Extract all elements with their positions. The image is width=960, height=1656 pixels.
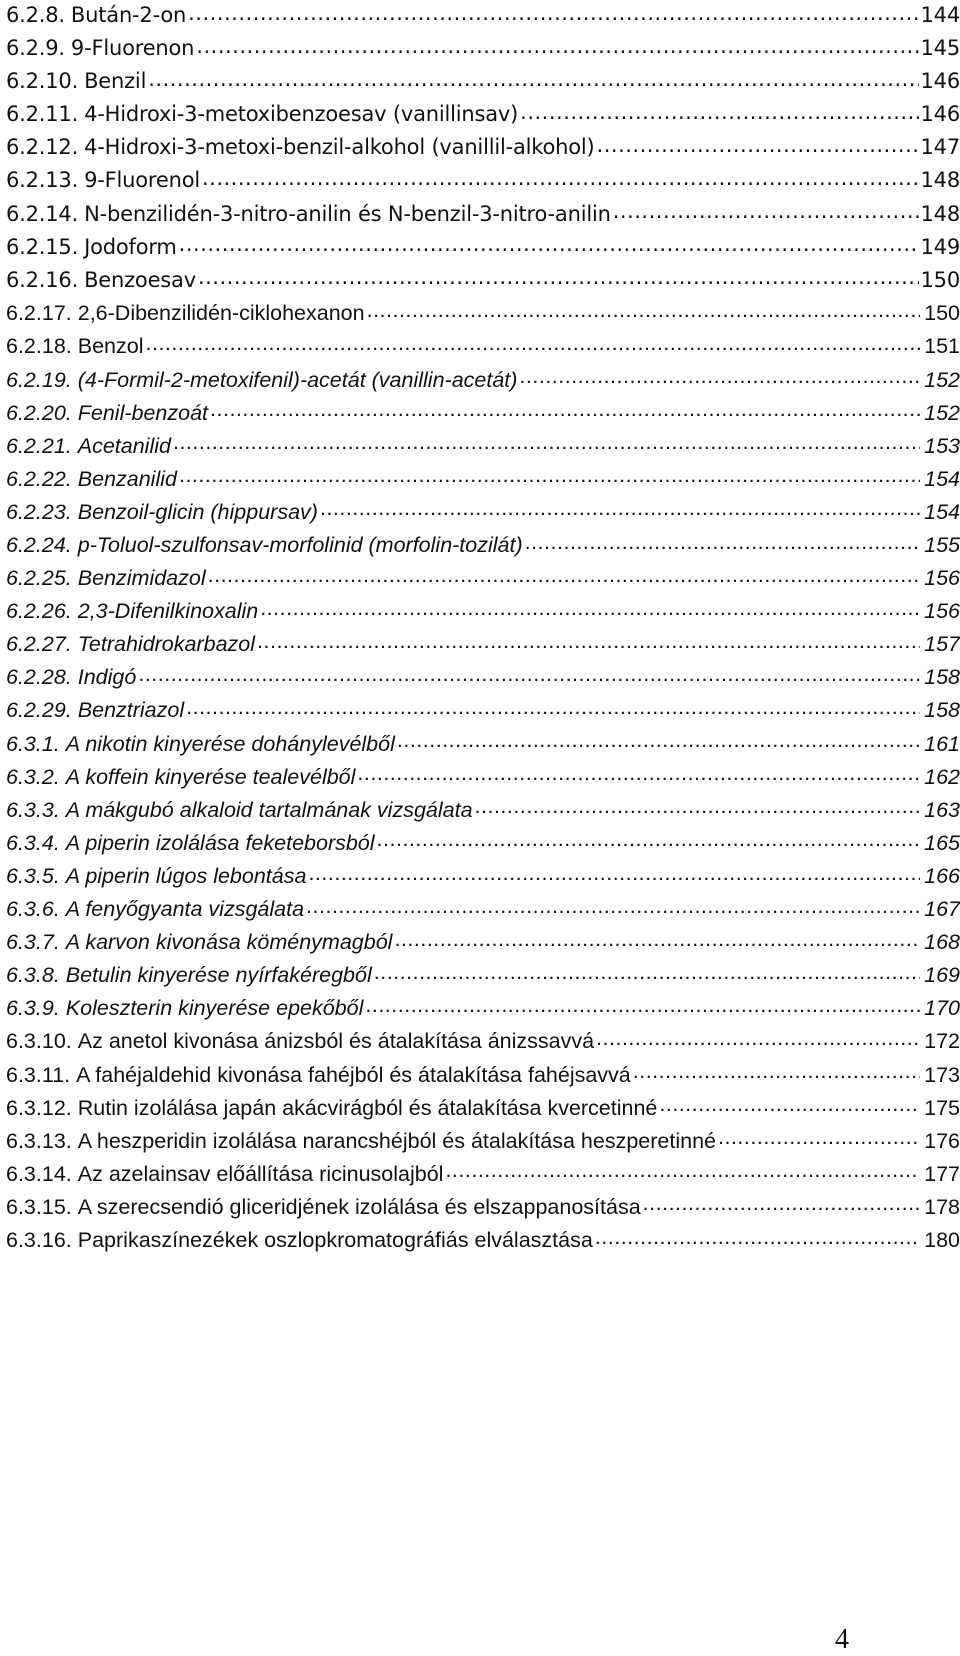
- toc-entry-number: 6.2.18.: [6, 334, 72, 359]
- toc-entry-number: 6.2.17.: [6, 301, 72, 326]
- toc-entry-number: 6.2.29.: [6, 698, 72, 723]
- toc-dot-leader: [374, 961, 920, 983]
- toc-entry-page: 161: [924, 731, 960, 756]
- toc-dot-leader: [394, 928, 920, 950]
- toc-entry[interactable]: [6, 729, 960, 762]
- toc-entry-title: Bután-2-on: [70, 3, 187, 27]
- toc-entry[interactable]: [6, 762, 960, 795]
- toc-entry[interactable]: [6, 464, 960, 497]
- toc-entry[interactable]: [6, 299, 960, 332]
- toc-entry[interactable]: [6, 1126, 960, 1159]
- toc-entry-page: 152: [924, 367, 960, 392]
- toc-entry-number: 6.3.5.: [6, 863, 60, 888]
- toc-entry-title: Betulin kinyerése nyírfakéregből: [65, 963, 372, 988]
- toc-entry-title: Rutin izolálása japán akácvirágból és átalakítása kvercetinné: [77, 1095, 658, 1120]
- toc-entry-page: 148: [920, 168, 960, 193]
- toc-entry[interactable]: [6, 961, 960, 994]
- toc-entry[interactable]: [6, 1225, 960, 1258]
- toc-entry-number: 6.2.11.: [6, 102, 79, 127]
- toc-entry-title: Tetrahidrokarbazol: [77, 632, 256, 657]
- toc-entry-page: 177: [924, 1161, 960, 1186]
- toc-dot-leader: [210, 398, 920, 420]
- toc-entry[interactable]: [6, 497, 960, 530]
- toc-entry[interactable]: [6, 1159, 960, 1192]
- toc-entry-page: 152: [924, 400, 960, 425]
- toc-dot-leader: [377, 828, 920, 850]
- toc-entry-title: 9-Fluorenol: [84, 168, 200, 193]
- toc-entry[interactable]: [6, 233, 960, 266]
- toc-entry-page: 151: [924, 334, 960, 359]
- toc-dot-leader: [365, 994, 920, 1016]
- toc-entry-page: 158: [924, 665, 960, 690]
- toc-entry-page: 158: [924, 698, 960, 723]
- toc-entry-page: 146: [920, 102, 960, 127]
- toc-entry-number: 6.2.23.: [6, 499, 72, 524]
- toc-entry-page: 156: [924, 599, 960, 624]
- toc-entry-title: Benzol: [77, 334, 144, 359]
- toc-entry-number: 6.2.9.: [6, 36, 65, 61]
- toc-entry-page: 156: [924, 566, 960, 591]
- toc-entry-title: 4-Hidroxi-3-metoxi-benzil-alkohol (vanillil-alkohol): [84, 135, 595, 160]
- toc-dot-leader: [613, 200, 919, 221]
- toc-entry-number: 6.3.4.: [6, 830, 60, 855]
- toc-entry-title: A piperin izolálása feketeborsból: [65, 830, 375, 855]
- toc-dot-leader: [357, 762, 920, 784]
- toc-dot-leader: [148, 67, 918, 88]
- toc-dot-leader: [519, 365, 920, 387]
- toc-entry-page: 168: [924, 930, 960, 955]
- toc-entry-title: Indigó: [77, 665, 137, 690]
- toc-dot-leader: [173, 431, 920, 453]
- toc-entry[interactable]: [6, 332, 960, 365]
- toc-entry-title: Benzoesav: [84, 267, 196, 292]
- toc-entry-number: 6.2.10.: [6, 69, 79, 94]
- toc-dot-leader: [188, 1, 918, 22]
- toc-entry[interactable]: [6, 1, 960, 34]
- toc-entry-title: A koffein kinyerése tealevélből: [65, 764, 356, 789]
- toc-entry-page: 145: [920, 36, 960, 61]
- toc-entry-title: Acetanilid: [77, 433, 171, 458]
- toc-entry-page: 149: [920, 234, 960, 259]
- toc-entry-page: 167: [924, 897, 960, 922]
- toc-entry-number: 6.2.13.: [6, 168, 79, 193]
- toc-dot-leader: [659, 1093, 920, 1115]
- toc-entry[interactable]: [6, 597, 960, 630]
- toc-entry[interactable]: [6, 630, 960, 663]
- toc-entry-page: 150: [920, 267, 960, 292]
- toc-entry-title: 9-Fluorenon: [70, 36, 195, 61]
- toc-dot-leader: [445, 1159, 920, 1181]
- toc-dot-leader: [596, 1027, 920, 1049]
- toc-entry-title: 2,3-Difenilkinoxalin: [77, 599, 259, 624]
- toc-entry-number: 6.3.15.: [6, 1194, 72, 1219]
- toc-entry-page: 163: [924, 797, 960, 822]
- toc-entry[interactable]: [6, 365, 960, 398]
- toc-entry-number: 6.2.26.: [6, 599, 72, 624]
- toc-dot-leader: [179, 233, 919, 254]
- toc-entry-page: 170: [924, 996, 960, 1021]
- toc-entry-title: Fenil-benzoát: [77, 400, 209, 425]
- toc-dot-leader: [138, 663, 920, 685]
- toc-entry[interactable]: [6, 266, 960, 299]
- toc-entry-title: (4-Formil-2-metoxifenil)-acetát (vanillin-acetát): [77, 367, 518, 392]
- toc-entry-number: 6.3.7.: [6, 930, 60, 955]
- toc-dot-leader: [525, 531, 920, 553]
- toc-entry-title: N-benzilidén-3-nitro-anilin és N-benzil-3-nitro-anilin: [84, 201, 611, 226]
- toc-entry-title: A nikotin kinyerése dohánylevélből: [65, 731, 395, 756]
- toc-entry-number: 6.2.15.: [6, 234, 79, 259]
- toc-entry-title: Jodoform: [84, 234, 177, 259]
- toc-dot-leader: [320, 497, 920, 519]
- toc-entry[interactable]: [6, 861, 960, 894]
- toc-entry-number: 6.2.28.: [6, 665, 72, 690]
- toc-entry-page: 176: [924, 1128, 960, 1153]
- toc-entry-number: 6.2.25.: [6, 566, 72, 591]
- toc-dot-leader: [208, 564, 920, 586]
- toc-entry-title: A fenyőgyanta vizsgálata: [65, 897, 305, 922]
- page-number: 4: [835, 1624, 849, 1655]
- toc-entry[interactable]: [6, 663, 960, 696]
- toc-entry-title: Koleszterin kinyerése epekőből: [65, 996, 364, 1021]
- toc-entry-number: 6.2.16.: [6, 267, 79, 292]
- toc-entry-title: Benzil: [84, 69, 147, 94]
- toc-entry[interactable]: [6, 398, 960, 431]
- toc-entry-title: A karvon kivonása köménymagból: [65, 930, 393, 955]
- toc-entry[interactable]: [6, 828, 960, 861]
- toc-dot-leader: [520, 100, 918, 121]
- toc-entry-page: 153: [924, 433, 960, 458]
- toc-entry-number: 6.3.11.: [6, 1062, 71, 1087]
- toc-entry-page: 155: [924, 533, 960, 557]
- toc-entry-title: A piperin lúgos lebontása: [65, 863, 307, 888]
- toc-entry-page: 162: [924, 764, 960, 789]
- toc-entry-page: 180: [924, 1227, 960, 1252]
- toc-entry[interactable]: [6, 166, 960, 199]
- toc-entry[interactable]: [6, 1093, 960, 1126]
- toc-entry-title: A szerecsendió gliceridjének izolálása és elszappanosítása: [77, 1194, 641, 1219]
- toc-entry[interactable]: [6, 431, 960, 464]
- toc-entry-page: 144: [920, 3, 960, 27]
- toc-entry[interactable]: [6, 696, 960, 729]
- toc-entry-title: Paprikaszínezékek oszlopkromatográfiás elválasztása: [77, 1227, 593, 1252]
- toc-entry-page: 154: [924, 466, 960, 491]
- toc-entry-number: 6.3.9.: [6, 996, 60, 1021]
- toc-entry-page: 175: [924, 1095, 960, 1120]
- toc-dot-leader: [595, 1225, 920, 1247]
- toc-entry[interactable]: [6, 34, 960, 67]
- toc-entry-page: 154: [924, 499, 960, 524]
- toc-dot-leader: [597, 133, 919, 154]
- toc-dot-leader: [260, 597, 920, 619]
- toc-entry-number: 6.3.2.: [6, 764, 60, 789]
- toc-entry-number: 6.2.14.: [6, 201, 79, 226]
- toc-entry[interactable]: [6, 100, 960, 133]
- toc-entry-title: 2,6-Dibenzilidén-ciklohexanon: [77, 301, 365, 326]
- toc-entry-number: 6.2.22.: [6, 466, 72, 491]
- toc-dot-leader: [643, 1192, 920, 1214]
- toc-dot-leader: [186, 696, 920, 718]
- toc-entry-number: 6.3.13.: [6, 1128, 72, 1153]
- toc-entry[interactable]: [6, 1060, 960, 1093]
- toc-entry-page: 172: [924, 1029, 960, 1054]
- toc-entry-title: A fahéjaldehid kivonása fahéjból és átalakítása fahéjsavvá: [76, 1062, 631, 1087]
- toc-entry-title: Az anetol kivonása ánizsból és átalakítása ánizssavvá: [77, 1029, 595, 1054]
- toc-entry[interactable]: [6, 895, 960, 928]
- toc-dot-leader: [633, 1060, 920, 1082]
- toc-entry-number: 6.3.10.: [6, 1029, 72, 1054]
- toc-entry-number: 6.3.12.: [6, 1095, 72, 1120]
- toc-entry-number: 6.2.12.: [6, 135, 79, 160]
- toc-entry-number: 6.3.16.: [6, 1227, 72, 1252]
- toc-entry-number: 6.3.8.: [6, 963, 60, 988]
- table-of-contents: [6, 1, 960, 1259]
- toc-entry[interactable]: [6, 795, 960, 828]
- toc-dot-leader: [308, 861, 920, 883]
- toc-entry-page: 147: [920, 135, 960, 160]
- toc-entry-page: 178: [924, 1194, 960, 1219]
- toc-entry-number: 6.3.14.: [6, 1161, 72, 1186]
- toc-entry-title: A heszperidin izolálása narancshéjból és átalakítása heszperetinné: [77, 1128, 716, 1153]
- toc-entry-title: Benzanilid: [77, 466, 177, 491]
- toc-entry-number: 6.2.21.: [6, 433, 72, 458]
- toc-entry-page: 173: [924, 1062, 960, 1087]
- toc-entry-title: Az azelainsav előállítása ricinusolajból: [77, 1161, 444, 1186]
- toc-entry-title: p-Toluol-szulfonsav-morfolinid (morfolin-tozilát): [77, 533, 523, 557]
- toc-entry-number: 6.2.24.: [6, 533, 72, 557]
- toc-entry[interactable]: [6, 1027, 960, 1060]
- toc-entry-page: 157: [924, 632, 960, 657]
- toc-dot-leader: [718, 1126, 920, 1148]
- toc-entry[interactable]: [6, 67, 960, 100]
- toc-entry-number: 6.2.20.: [6, 400, 72, 425]
- toc-entry-page: 146: [920, 69, 960, 94]
- toc-entry-number: 6.3.3.: [6, 797, 60, 822]
- toc-entry-number: 6.2.8.: [6, 3, 65, 27]
- toc-dot-leader: [475, 795, 920, 817]
- toc-entry-page: 169: [924, 963, 960, 988]
- toc-dot-leader: [202, 166, 919, 187]
- toc-entry-page: 166: [924, 863, 960, 888]
- toc-entry-number: 6.3.6.: [6, 897, 60, 922]
- toc-entry-title: 4-Hidroxi-3-metoxibenzoesav (vanillinsav): [84, 102, 519, 127]
- toc-entry[interactable]: [6, 564, 960, 597]
- toc-entry[interactable]: [6, 200, 960, 233]
- toc-entry[interactable]: [6, 1192, 960, 1225]
- toc-dot-leader: [397, 729, 920, 751]
- toc-dot-leader: [306, 895, 920, 917]
- toc-entry-page: 165: [924, 830, 960, 855]
- toc-entry-title: Benztriazol: [77, 698, 185, 723]
- toc-entry-title: Benzoil-glicin (hippursav): [77, 499, 318, 524]
- toc-entry-title: A mákgubó alkaloid tartalmának vizsgálata: [65, 797, 473, 822]
- toc-entry-number: 6.2.27.: [6, 632, 72, 657]
- toc-dot-leader: [146, 332, 921, 354]
- toc-dot-leader: [179, 464, 920, 486]
- toc-entry-title: Benzimidazol: [77, 566, 206, 591]
- toc-entry[interactable]: [6, 531, 960, 564]
- toc-dot-leader: [196, 34, 918, 55]
- toc-entry[interactable]: [6, 928, 960, 961]
- toc-entry[interactable]: [6, 994, 960, 1027]
- toc-entry[interactable]: [6, 133, 960, 166]
- toc-dot-leader: [367, 299, 920, 321]
- toc-entry-page: 148: [920, 201, 960, 226]
- toc-entry-number: 6.2.19.: [6, 367, 72, 392]
- toc-dot-leader: [257, 630, 920, 652]
- toc-entry-page: 150: [924, 301, 960, 326]
- toc-dot-leader: [198, 266, 919, 287]
- toc-entry-number: 6.3.1.: [6, 731, 60, 756]
